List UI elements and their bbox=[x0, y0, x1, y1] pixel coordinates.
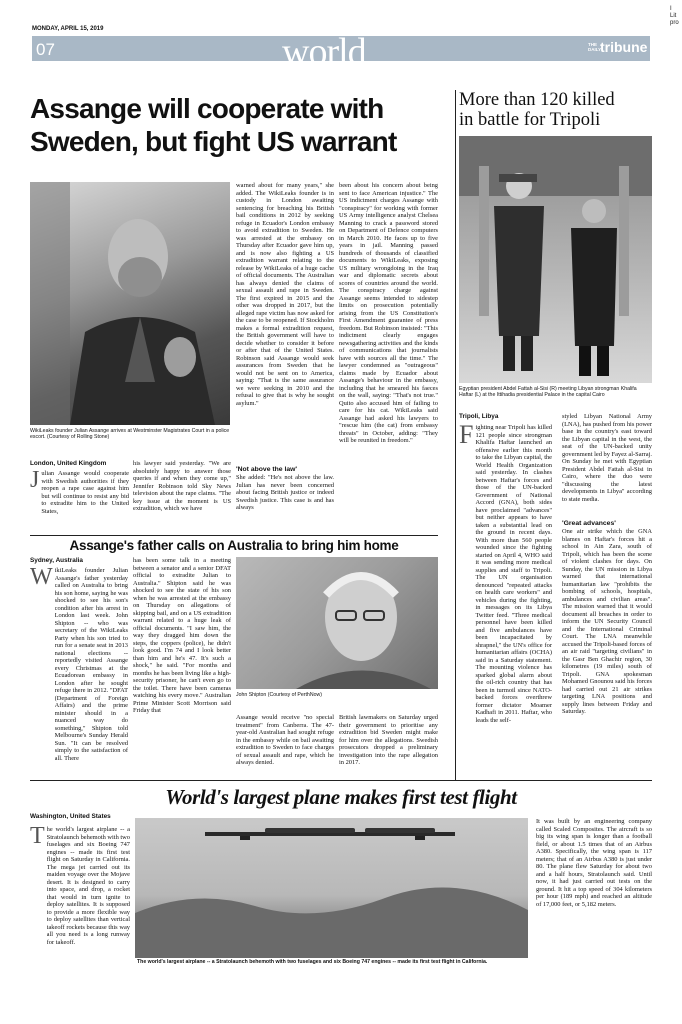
article-text: One air strike which the GNA blames on Haftar's forces hit a school in Ain Zara, south of Tripoli, which has been the scene of violent clashes for days. On Sunday, the UN mission in Libya warned that international humanitarian law "prohibits the bombing of schools, hospitals, ambulances and civilian areas". The mission warned that it would document all breaches in order to inform the UN Security Council and the International Criminal Court. The LNA meanwhile accused the Tripoli-based forces of an air raid "targeting civilians" in the Gasr Ben Ghachir region, 30 kilometres (19 miles) south of Tripoli. GNA spokesman Mohamed Gnounou said his forces had carried out 21 air strikes targeting LNA positions and supply lines between Friday and Saturday. bbox=[562, 528, 652, 715]
shipton-photo bbox=[236, 557, 438, 689]
father-headline: Assange's father calls on Australia to bring him home bbox=[69, 538, 399, 553]
plane-fuselage-shape bbox=[265, 828, 355, 833]
column-divider bbox=[455, 90, 456, 780]
mountain-shape bbox=[135, 887, 528, 958]
assange-photo-caption: WikiLeaks founder Julian Assange arrives at Westminster Magistrates Court in a police escort. (Courtesy of Rolling Stone) bbox=[30, 428, 230, 441]
divider bbox=[30, 780, 652, 781]
article-subhead: 'Not above the law' bbox=[236, 466, 298, 473]
engine-shape bbox=[240, 836, 250, 840]
article-text: ulian Assange would cooperate with Swedish authorities if they reopen a rape case against him but will continue to resist any bid to extradite him to the United States, bbox=[41, 470, 129, 515]
father-column-2: has been some talk in a meeting between a senator and a senior DFAT official to extradite Julian to Australia." Shipton said he was shocked to see the state of his son when he was arrested at the embassy on Thursday on allegations of skipping bail, and on a US extradition warrant related to a huge leak of official documents. "I saw him, the way they dragged him down the steps, the coppers (police), he didn't look good. I'm 74 and I look better than him and he's 47. It's such a shock," he said. "For months and months he has been living like a high-security prisoner, he can't even go to the toilet. There have been cameras watching his every move." Australian Prime Minister Scott Morrison said Friday that bbox=[133, 557, 231, 714]
beard-shape bbox=[118, 257, 162, 297]
tripoli-column-1 bbox=[459, 424, 552, 777]
dropcap: F bbox=[459, 424, 474, 449]
father-column-1 bbox=[30, 564, 128, 777]
assange-photo-art bbox=[30, 182, 230, 425]
article-text: She added: "He's not above the law. Julian has never been concerned about facing British justice or indeed Swedish justice. This case is and has always bbox=[236, 474, 334, 511]
shirt-shape bbox=[296, 671, 431, 690]
right-person-body bbox=[571, 228, 617, 346]
shipton-photo-art bbox=[236, 557, 438, 689]
tripoli-photo-caption: Egyptian president Abdel Fattah al-Sisi (R) meeting Libyan strongman Khalifa Haftar (L) at the Ittihadia presidential Palace in the capital Cairo bbox=[459, 386, 637, 399]
plane-column-1 bbox=[30, 826, 130, 946]
dropcap: W bbox=[30, 564, 53, 590]
plane-dateline: Washington, United States bbox=[30, 813, 111, 820]
assange-column-2: his lawyer said yesterday. "We are absolutely happy to answer those queries if and when they come up," Jennifer Robinson told Sky News television about the rape claims. "The key issue at the moment is US extradition, which we have bbox=[133, 460, 231, 512]
haftar-sisi-photo bbox=[459, 136, 652, 383]
tripoli-headline bbox=[459, 90, 654, 130]
article-text: ikiLeaks founder Julian Assange's father yesterday called on Australia to bring his son home, saying he was shocked to see his son's condition after his arrest in London last week. John Shipton -- who was secretary of the WikiLeaks Party when his son tried to run for a senate seat in 2013 national elections -- reportedly visited Assange every Christmas at the Ecuadorean embassy in London after he sought refuge there in 2012. "DFAT (Department of Foreign Affairs) and the prime minister should in a nuanced way do something," Shipton told Melbourne's Sunday Herald Sun. "It can be resolved simply to the satisfaction of all. There bbox=[54, 567, 128, 762]
edge-line: I bbox=[670, 6, 672, 12]
headline-line: Sweden, but fight US warrant bbox=[30, 126, 397, 157]
stratolaunch-photo-caption: The world's largest airplane -- a Stratolaunch behemoth with two fuselages and six Boeing 747 engines -- made its first test flight in California. bbox=[137, 959, 488, 965]
haftar-sisi-photo-art bbox=[459, 136, 652, 383]
assange-column-3 bbox=[236, 182, 334, 534]
shipton-photo-caption: John Shipton (Courtesy of PerthNow) bbox=[236, 692, 322, 698]
father-column-4: British lawmakers on Saturday urged their government to prioritise any extradition bid Sweden might make for him over the allegations. Swedish prosecutors dropped a preliminary investigation into the rape allegation in 2017. bbox=[339, 714, 438, 766]
raised-hand-shape bbox=[164, 337, 196, 377]
assange-column-1 bbox=[30, 467, 129, 532]
dropcap: J bbox=[30, 467, 40, 493]
stratolaunch-photo-art bbox=[135, 818, 528, 958]
article-text: styled Libyan National Army (LNA), has pushed from his power base in the country's east toward the Libyan capital in the west, the seat of the UN-backed unity government led by Fayez al-Sarraj. On Sunday he met with Egyptian President Abdel Fattah al-Sisi in Cairo, where the duo were "discussing the latest developments in Libya" according to state media. bbox=[562, 413, 652, 503]
assange-dateline: London, United Kingdom bbox=[30, 460, 107, 467]
headline-line: Assange will cooperate with bbox=[30, 93, 384, 124]
logo-big-text: tribune bbox=[600, 39, 648, 55]
assange-photo bbox=[30, 182, 230, 425]
tripoli-dateline: Tripoli, Libya bbox=[459, 413, 499, 420]
plane-headline: World's largest plane makes first test flight bbox=[165, 785, 517, 809]
left-person-body bbox=[494, 206, 544, 336]
page-number: 07 bbox=[36, 40, 55, 59]
right-person-head bbox=[582, 199, 606, 223]
article-text: he world's largest airplane -- a Stratolaunch behemoth with two fuselages and six Boeing 747 engines -- made its first test flight on Saturday in California. The mega jet carried out its maiden voyage over the Mojave desert. It is designed to carry into space, and drop, a rocket that would in turn ignite to deploy satellites. It is supposed to provide a more flexible way to deploy satellites than vertical takeoff rockets because this way all you need is a long runway for takeoff. bbox=[46, 826, 130, 946]
military-cap-shape bbox=[499, 174, 537, 182]
edge-line: Lit bbox=[670, 13, 677, 19]
divider bbox=[30, 535, 438, 536]
edge-clip-text bbox=[670, 6, 679, 27]
dropcap: T bbox=[30, 826, 45, 849]
article-text: warned about for many years," she added. The WikiLeaks founder is in custody in London awaiting sentencing for breaching his British bail conditions in 2012 by seeking refuge in Ecuador's London embassy to avoid extradition to Sweden. He was arrested at the embassy on Thursday after Ecuador gave him up, and is now also fighting a US extradition warrant relating to the release by WikiLeaks of a huge cache of official documents. The Australian has always denied the claims of sexual assault and rape in Sweden. The first expired in 2015 and the other was dropped in 2017, but the alleged rape victim has now asked for the case to be reopened. If Stockholm makes a formal extradition request, the British government will have to decide whether to consider it before or after that of the United States. Robinson said Assange would seek assurances from Sweden that he would not be sent on to America, saying: "That is the same assurance we were seeking in 2010 and the refusal to give that is why he sought asylum." bbox=[236, 182, 334, 407]
stratolaunch-photo bbox=[135, 818, 528, 958]
father-column-3: Assange would receive "no special treatment" from Canberra. The 47-year-old Australian had sought refuge in the embassy while on bail awaiting extradition to Sweden to face charges of sexual assault and rape, which he always denied. bbox=[236, 714, 334, 766]
headline-line: More than 120 killed bbox=[459, 90, 615, 110]
article-subhead: 'Great advances' bbox=[562, 520, 616, 527]
plane-column-3: It was built by an engineering company called Scaled Composites. The aircraft is so big its wing span is longer than a football field, or about 1.5 times that of an Airbus A380. Specifically, the wing span is 117 meters; that of an Airbus A380 is just under 80. The plane flew Saturday for about two and a half hours, Stratolaunch said. Until now, it had just carried out tests on the ground. It hit a top speed of 304 kilometers per hour (189 mph) and reached an altitude of 17,000 feet, or 5,182 meters. bbox=[536, 818, 652, 908]
issue-date: MONDAY, APRIL 15, 2019 bbox=[32, 26, 104, 32]
edge-line: pro bbox=[670, 20, 679, 26]
newspaper-logo bbox=[588, 40, 648, 57]
headline-line: in battle for Tripoli bbox=[459, 110, 601, 130]
section-title: world bbox=[282, 31, 366, 73]
tripoli-column-2 bbox=[562, 413, 652, 777]
assange-headline bbox=[30, 92, 460, 158]
assange-column-4: been about his concern about being sent to face American injustice." The US indictment charges Assange with "conspiracy" for working with former US Army intelligence analyst Chelsea Manning to crack a password stored on Department of Defence computers in March 2010. He faces up to five years in jail. Manning passed hundreds of thousands of classified documents to WikiLeaks, exposing US military wrongdoing in the Iraq war and diplomatic secrets about scores of countries around the world. The conspiracy charge against Assange seems intended to sidestep limits on prosecution potentially arising from the US Constitution's First Amendment guarantee of press freedom. But Robinson insisted: "This indictment clearly engages newsgathering activities and the kinds of communications that journalists have with sources all the time." The lawyer condemned as "outrageous" claims made by Ecuador about Assange's behaviour in the embassy, including that he smeared his faeces on the wall, saying: "That's not true." Quito also accused him of failing to care for his cat. WikiLeaks said Assange had asked his lawyers to "rescue him (the cat) from embassy threats" in October, adding: "They will be reunited in freedom." bbox=[339, 182, 438, 444]
father-dateline: Sydney, Australia bbox=[30, 557, 83, 564]
section-band bbox=[32, 31, 650, 73]
article-text: ighting near Tripoli has killed 121 people since strongman Khalifa Haftar launched an offensive earlier this month to take the Libyan capital, the World Health Organization said yesterday. In clashes between Haftar's forces and those of the UN-backed Government of National Accord (GNA), both sides have proclaimed "advances" but neither appears to have taken a substantial lead on the ground in recent days. With more than 560 people wounded since the fighting started on April 4, WHO said it was sending more medical supplies and staff to Tripoli. The UN organisation denounced "repeated attacks on health care workers" and vehicles during the fighting, in messages on its Libya Twitter feed. "Three medical personnel have been killed and five ambulances have been incapacitated by shrapnel," the UN's office for humanitarian affairs (OCHA) said in a Saturday statement. The mounting violence has sparked global alarm about the oil-rich country that has been in turmoil since NATO-backed forces overthrew former dictator Moamer Kadhafi in 2011. Haftar, who leads the self- bbox=[475, 424, 552, 724]
logo-small-text: THE DAILY bbox=[588, 42, 602, 52]
